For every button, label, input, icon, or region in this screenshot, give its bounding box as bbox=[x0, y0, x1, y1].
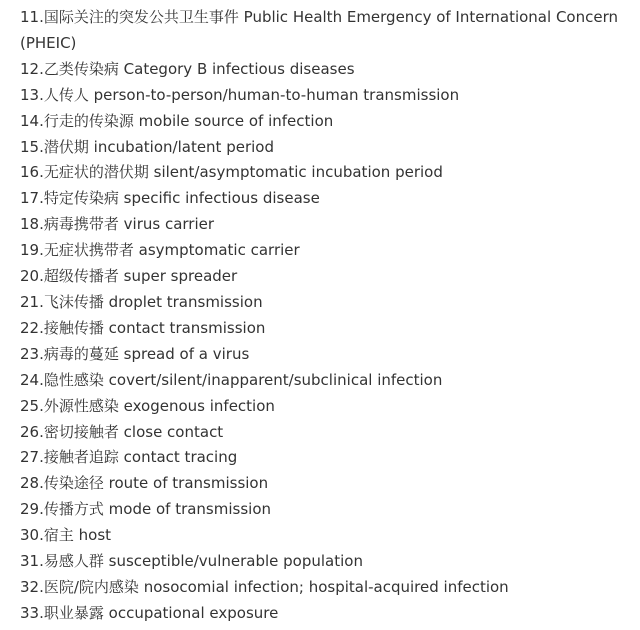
entry-chinese-term: 接触传播 bbox=[43, 318, 104, 337]
entry-chinese-term: 国际关注的突发公共卫生事件 bbox=[43, 8, 239, 26]
entry-english-term: silent/asymptomatic incubation period bbox=[153, 163, 443, 182]
entry-chinese-term: 医院/院内感染 bbox=[43, 577, 139, 596]
glossary-entry bbox=[20, 135, 630, 161]
entry-chinese-term: 人传人 bbox=[43, 85, 89, 104]
entry-english-term: super spreader bbox=[123, 267, 238, 286]
entry-english-term: spread of a virus bbox=[123, 344, 250, 363]
entry-chinese-term: 外源性感染 bbox=[43, 396, 119, 415]
entry-chinese-term: 飞沫传播 bbox=[43, 292, 104, 311]
entry-chinese-term: 乙类传染病 bbox=[43, 59, 119, 78]
glossary-entry bbox=[20, 368, 630, 394]
entry-chinese-term: 易感人群 bbox=[43, 552, 104, 571]
glossary-list bbox=[20, 5, 630, 627]
entry-number: 13. bbox=[20, 85, 44, 104]
entry-number: 18. bbox=[20, 215, 44, 234]
entry-english-term: mode of transmission bbox=[108, 500, 272, 519]
glossary-entry bbox=[20, 420, 630, 446]
entry-english-term: host bbox=[78, 526, 112, 545]
entry-chinese-term: 无症状携带者 bbox=[43, 241, 134, 260]
entry-number: 31. bbox=[20, 552, 44, 571]
entry-number: 25. bbox=[20, 396, 44, 415]
glossary-entry bbox=[20, 160, 630, 186]
entry-chinese-term: 超级传播者 bbox=[43, 267, 119, 286]
glossary-entry bbox=[20, 238, 630, 264]
entry-chinese-term: 密切接触者 bbox=[43, 422, 119, 441]
entry-chinese-term: 无症状的潜伏期 bbox=[43, 163, 149, 182]
glossary-entry bbox=[20, 57, 630, 83]
entry-chinese-term: 行走的传染源 bbox=[43, 111, 134, 130]
entry-chinese-term: 宿主 bbox=[43, 526, 74, 545]
entry-number: 24. bbox=[20, 370, 44, 389]
entry-number: 14. bbox=[20, 111, 44, 130]
glossary-entry bbox=[20, 342, 630, 368]
entry-english-term: asymptomatic carrier bbox=[138, 241, 300, 260]
entry-chinese-term: 特定传染病 bbox=[43, 189, 119, 208]
entry-english-term: exogenous infection bbox=[123, 396, 275, 415]
entry-chinese-term: 职业暴露 bbox=[43, 603, 104, 622]
entry-chinese-term: 传播方式 bbox=[43, 500, 104, 519]
entry-english-term: occupational exposure bbox=[108, 603, 279, 622]
entry-english-term: incubation/latent period bbox=[93, 137, 274, 156]
entry-number: 16. bbox=[20, 163, 44, 182]
entry-number: 20. bbox=[20, 267, 44, 286]
glossary-entry bbox=[20, 290, 630, 316]
entry-chinese-term: 传染途径 bbox=[43, 474, 104, 493]
entry-chinese-term: 接触者追踪 bbox=[43, 448, 119, 467]
entry-english-term: person-to-person/human-to-human transmission bbox=[93, 85, 460, 104]
entry-number: 33. bbox=[20, 603, 44, 622]
entry-english-term: contact transmission bbox=[108, 318, 266, 337]
glossary-entry bbox=[20, 471, 630, 497]
entry-number: 22. bbox=[20, 318, 44, 337]
entry-number: 28. bbox=[20, 474, 44, 493]
entry-number: 26. bbox=[20, 422, 44, 441]
entry-chinese-term: 病毒携带者 bbox=[43, 215, 119, 234]
entry-chinese-term: 隐性感染 bbox=[43, 370, 104, 389]
entry-english-term: route of transmission bbox=[108, 474, 269, 493]
glossary-entry bbox=[20, 523, 630, 549]
entry-number: 32. bbox=[20, 577, 44, 596]
entry-english-term: droplet transmission bbox=[108, 292, 263, 311]
glossary-entry bbox=[20, 83, 630, 109]
glossary-entry bbox=[20, 549, 630, 575]
entry-number: 30. bbox=[20, 526, 44, 545]
glossary-entry bbox=[20, 575, 630, 601]
entry-english-term: mobile source of infection bbox=[138, 111, 334, 130]
glossary-entry bbox=[20, 316, 630, 342]
entry-chinese-term: 潜伏期 bbox=[43, 137, 89, 156]
entry-number: 29. bbox=[20, 500, 44, 519]
glossary-entry bbox=[20, 264, 630, 290]
entry-english-term: nosocomial infection; hospital-acquired infection bbox=[143, 577, 509, 596]
entry-english-term: close contact bbox=[123, 422, 224, 441]
entry-number: 11. bbox=[20, 8, 44, 26]
entry-english-term: specific infectious disease bbox=[123, 189, 320, 208]
entry-chinese-term: 病毒的蔓延 bbox=[43, 344, 119, 363]
entry-number: 15. bbox=[20, 137, 44, 156]
entry-english-term: covert/silent/inapparent/subclinical infection bbox=[108, 370, 443, 389]
glossary-entry bbox=[20, 186, 630, 212]
entry-number: 21. bbox=[20, 292, 44, 311]
glossary-entry bbox=[20, 445, 630, 471]
entry-number: 27. bbox=[20, 448, 44, 467]
glossary-entry bbox=[20, 497, 630, 523]
entry-english-term: contact tracing bbox=[123, 448, 238, 467]
entry-number: 12. bbox=[20, 59, 44, 78]
glossary-entry bbox=[20, 109, 630, 135]
entry-english-term: susceptible/vulnerable population bbox=[108, 552, 363, 571]
glossary-entry bbox=[20, 5, 630, 57]
entry-english-term: Public Health Emergency of International Concern (PHEIC) bbox=[20, 8, 618, 52]
entry-number: 17. bbox=[20, 189, 44, 208]
glossary-entry bbox=[20, 212, 630, 238]
entry-english-term: Category B infectious diseases bbox=[123, 59, 355, 78]
entry-number: 19. bbox=[20, 241, 44, 260]
glossary-entry bbox=[20, 601, 630, 627]
entry-number: 23. bbox=[20, 344, 44, 363]
glossary-entry bbox=[20, 394, 630, 420]
entry-english-term: virus carrier bbox=[123, 215, 215, 234]
